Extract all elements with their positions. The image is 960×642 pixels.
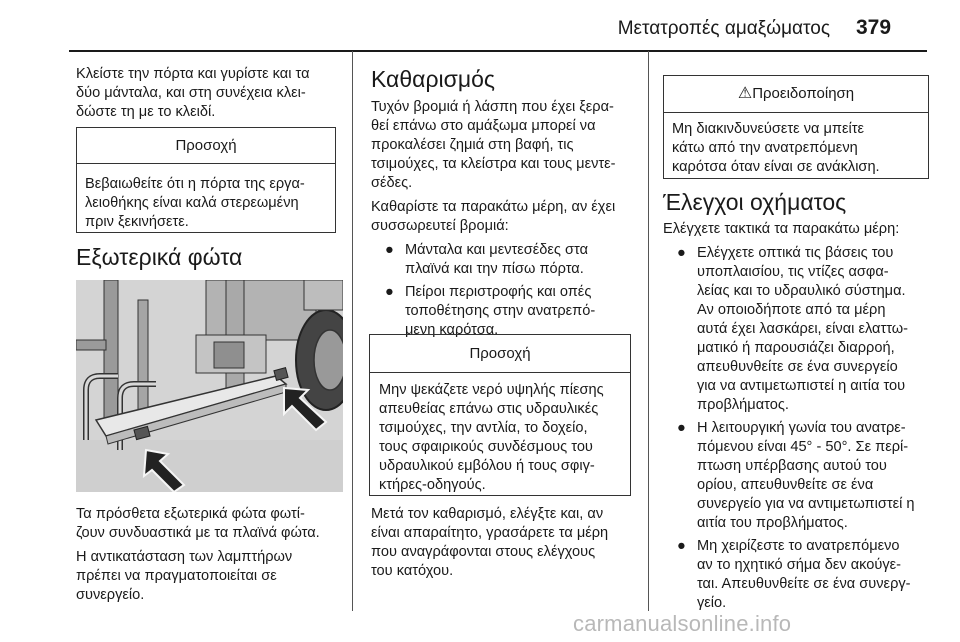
caution-line: κτήρες-οδηγούς. (379, 477, 486, 493)
paragraph-line: συνεργείο. (76, 587, 145, 603)
paragraph-line: ζουν συνδυαστικά με τα πλαϊνά φώτα. (76, 525, 320, 541)
caution-line: λειοθήκης είναι καλά στερεωμένη (85, 195, 299, 211)
list-line: για να αντιμετωπιστεί η αιτία του (697, 378, 906, 394)
caution-title: Προσοχή (370, 335, 630, 373)
bullet-icon: ● (677, 538, 686, 554)
caution-line: Μην ψεκάζετε νερό υψηλής πίεσης (379, 382, 604, 398)
warning-line: κάτω από την ανατρεπόμενη (672, 140, 858, 156)
caution-box-1 (76, 127, 336, 233)
list-item (663, 537, 935, 613)
paragraph-line: είναι απαραίτητο, γρασάρετε τα μέρη (371, 525, 609, 541)
warning-body (664, 113, 928, 184)
paragraph-line: Καθαρίστε τα παρακάτω μέρη, αν έχει (371, 199, 616, 215)
column-1 (76, 65, 344, 122)
intro-line: Κλείστε την πόρτα και γυρίστε και τα (76, 66, 310, 82)
paragraph-line: συσσωρευτεί βρομιά: (371, 218, 509, 234)
caution-line: τσιμούχες, την αντλία, το δοχείο, (379, 420, 588, 436)
list-line: πόμενου είναι 45° - 50°. Σε περί- (697, 439, 909, 455)
column-3-text (663, 220, 935, 613)
caution-box-2 (369, 334, 631, 496)
caution-body (370, 373, 630, 503)
warning-header (664, 76, 928, 113)
warning-line: καρότσα όταν είναι σε ανάκλιση. (672, 159, 880, 175)
list-line: λείας και το υδραυλικό σύστημα. (697, 283, 906, 299)
paragraph-line: που αναγράφονται στους ελέγχους (371, 544, 596, 560)
list-line: Η λειτουργική γωνία του ανατρε- (697, 420, 906, 436)
warning-title: Προειδοποίηση (752, 85, 855, 102)
paragraph-line: σέδες. (371, 175, 413, 191)
list-line: Ελέγχετε οπτικά τις βάσεις του (697, 245, 894, 261)
intro-line: δύο μάνταλα, και στη συνέχεια κλει- (76, 85, 306, 101)
list-line: Αν οποιοδήποτε από τα μέρη (697, 302, 886, 318)
warning-line: Μη διακινδυνεύσετε να μπείτε (672, 121, 864, 137)
list-line: αυτά έχει λασκάρει, είναι ελαττω- (697, 321, 909, 337)
paragraph-line: Τυχόν βρομιά ή λάσπη που έχει ξερα- (371, 99, 614, 115)
caution-body (77, 164, 335, 243)
warning-icon: ⚠ (737, 85, 753, 102)
caution-line: υδραυλικού εμβόλου ή τους σφιγ- (379, 458, 595, 474)
bullet-icon: ● (385, 242, 394, 258)
list-line: μενη καρότσα. (405, 322, 499, 338)
column-divider-2 (648, 51, 649, 611)
list-line: πτωση υπέρβασης αυτού του (697, 458, 887, 474)
column-divider-1 (352, 51, 353, 611)
list-item (663, 244, 935, 415)
paragraph-line: τσιμούχες, τα κλείστρα και τους μεντε- (371, 156, 616, 172)
list-line: τοποθέτησης στην ανατρεπό- (405, 303, 596, 319)
list-item (663, 419, 935, 533)
list-line: γείο. (697, 595, 727, 611)
column-1-lower (76, 505, 352, 605)
paragraph-line: προκαλέσει ζημιά στη βαφή, τις (371, 137, 574, 153)
column-2-lower (371, 505, 643, 581)
list-line: Μάνταλα και μεντεσέδες στα (405, 242, 589, 258)
list-line: Πείροι περιστροφής και οπές (405, 284, 592, 300)
paragraph-line: Τα πρόσθετα εξωτερικά φώτα φωτί- (76, 506, 305, 522)
list-line: συνεργείο για να αντιμετωπιστεί η (697, 496, 915, 512)
truck-lights-illustration (76, 280, 343, 492)
caution-title: Προσοχή (77, 128, 335, 164)
paragraph-line: θεί επάνω στο αμάξωμα μπορεί να (371, 118, 596, 134)
caution-line: Βεβαιωθείτε ότι η πόρτα της εργα- (85, 176, 305, 192)
list-line: ορίου, απευθυνθείτε σε ένα (697, 477, 874, 493)
bullet-icon: ● (677, 245, 686, 261)
list-line: πλαϊνά και την πίσω πόρτα. (405, 261, 584, 277)
list-line: υποπλαισίου, τις ντίζες ασφα- (697, 264, 889, 280)
section-heading-cleaning: Καθαρισμός (371, 66, 495, 92)
watermark: carmanualsonline.info (573, 611, 792, 636)
caution-line: τους σφαιρικούς συνδέσμους του (379, 439, 593, 455)
list-line: απευθυνθείτε σε ένα συνεργείο (697, 359, 898, 375)
list-item (371, 241, 643, 279)
header-rule (69, 50, 927, 52)
paragraph-line: του κατόχου. (371, 563, 454, 579)
warning-box (663, 75, 929, 179)
column-2-upper (371, 98, 643, 340)
list-line: αιτία του προβλήματος. (697, 515, 848, 531)
list-line: αν το ηχητικό σήμα δεν ακούγε- (697, 557, 902, 573)
section-heading-exterior-lights: Εξωτερικά φώτα (76, 244, 243, 270)
intro-line: δώστε τη με το κλειδί. (76, 104, 216, 120)
paragraph-line: Η αντικατάσταση των λαμπτήρων (76, 549, 293, 565)
caution-line: πριν ξεκινήσετε. (85, 214, 189, 230)
caution-line: απευθείας επάνω στις υδραυλικές (379, 401, 599, 417)
illustration (76, 280, 343, 492)
paragraph-line: Μετά τον καθαρισμό, ελέγξτε και, αν (371, 506, 604, 522)
list-line: προβλήματος. (697, 397, 789, 413)
list-line: ματικό ή παρουσιάζει διαρροή, (697, 340, 895, 356)
paragraph-line: πρέπει να πραγματοποιείται σε (76, 568, 277, 584)
paragraph-line: Ελέγχετε τακτικά τα παρακάτω μέρη: (663, 221, 900, 237)
bullet-icon: ● (677, 420, 686, 436)
list-line: ται. Απευθυνθείτε σε ένα συνεργ- (697, 576, 911, 592)
checks-list (663, 244, 935, 613)
cleaning-list (371, 241, 643, 340)
bullet-icon: ● (385, 284, 394, 300)
list-line: Μη χειρίζεστε το ανατρεπόμενο (697, 538, 900, 554)
header-title: Μετατροπές αμαξώματος (617, 18, 830, 39)
list-item (371, 283, 643, 340)
page-number: 379 (856, 16, 892, 39)
section-heading-vehicle-checks: Έλεγχοι οχήματος (663, 189, 847, 215)
